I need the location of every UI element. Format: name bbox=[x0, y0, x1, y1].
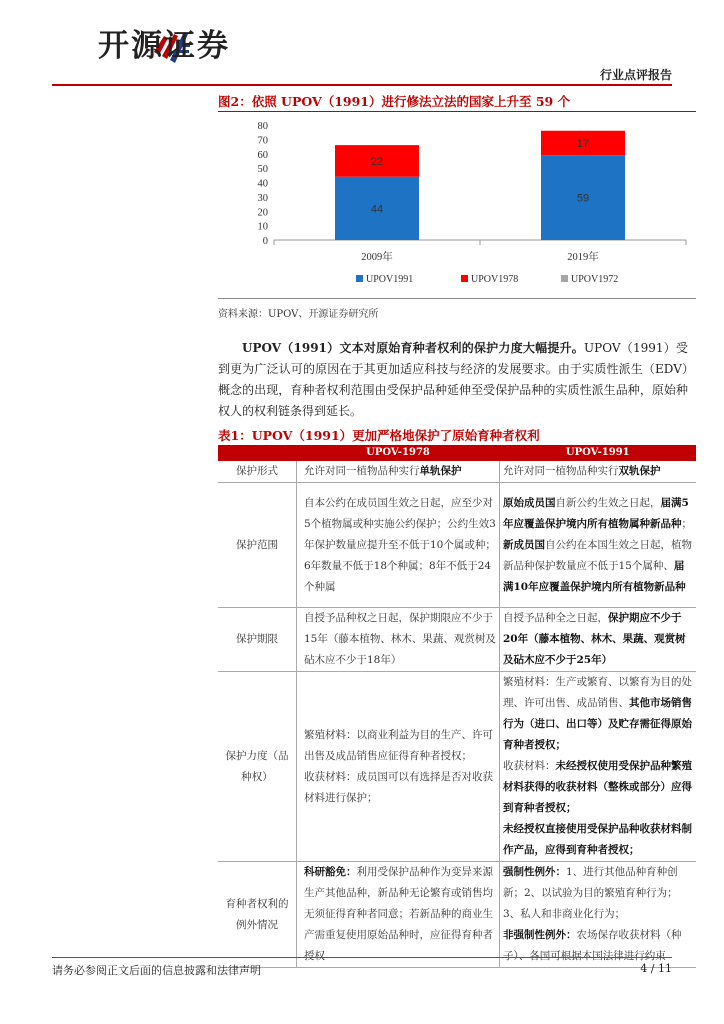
y-tick-label: 40 bbox=[257, 178, 268, 190]
data-label: 22 bbox=[370, 155, 384, 168]
report-type-label: 行业点评报告 bbox=[599, 68, 672, 82]
cell-text: 允许对同一植物品种实行 bbox=[304, 465, 420, 477]
table-header-upov1991: UPOV-1991 bbox=[500, 445, 697, 461]
cell-text: 繁殖材料：生产或繁育、以繁育为目的处理、许可出售、成品销售、 bbox=[503, 676, 692, 709]
legend-label: UPOV1972 bbox=[571, 274, 619, 285]
cell-upov1978 bbox=[297, 461, 500, 483]
cell-text: 允许对同一植物品种实行 bbox=[503, 465, 619, 477]
footer-disclaimer: 请务必参阅正文后面的信息披露和法律声明 bbox=[52, 964, 261, 977]
table-body bbox=[218, 461, 696, 968]
table-row bbox=[218, 608, 696, 672]
table-row bbox=[218, 862, 696, 968]
cell-bold-text: 届满5年应覆盖保护境内所有植物属种新品种 bbox=[503, 496, 689, 530]
table-row bbox=[218, 483, 696, 608]
table-title: 表1：UPOV（1991）更加严格地保护了原始育种者权利 bbox=[218, 428, 540, 443]
cell-bold-text: 原始成员国 bbox=[503, 496, 556, 509]
paragraph-bold-lead: UPOV（1991）文本对原始育种者权利的保护力度大幅提升。 bbox=[242, 341, 585, 355]
cell-text: 自新公约生效之日起， bbox=[555, 496, 661, 509]
data-label: 59 bbox=[576, 192, 590, 205]
cell-bold-text: 强制性例外： bbox=[503, 866, 566, 878]
table-header-empty bbox=[218, 445, 297, 461]
y-tick-label: 80 bbox=[257, 121, 268, 132]
legend-swatch bbox=[356, 275, 363, 282]
row-label: 保护力度（品种权） bbox=[218, 672, 297, 862]
cell-bold-text: 保护期应不少于20年（藤本植物、林木、果蔬、观赏树及砧木应不少于25年） bbox=[503, 612, 686, 666]
cell-text: ； bbox=[681, 517, 692, 530]
cell-upov1978 bbox=[297, 608, 500, 672]
legend-swatch bbox=[461, 275, 468, 282]
logo-text: 开源证券 bbox=[98, 28, 230, 64]
x-tick-label: 2009年 bbox=[361, 252, 393, 263]
y-tick-label: 60 bbox=[257, 149, 268, 161]
table-row bbox=[218, 672, 696, 862]
cell-text: 收获材料： bbox=[503, 760, 556, 772]
figure-bottom-divider bbox=[218, 298, 696, 299]
cell-bold-text: 未经授权直接使用受保护品种收获材料制作产品，应得到育种者授权； bbox=[503, 823, 692, 856]
cell-text: 收获材料：成员国可以有选择是否对收获材料进行保护； bbox=[304, 770, 493, 804]
cell-bold-text: 单轨保护 bbox=[419, 465, 462, 477]
page-number: 4 / 11 bbox=[640, 962, 672, 975]
table-row bbox=[218, 461, 696, 483]
cell-bold-text: 科研豁免： bbox=[304, 866, 357, 878]
cell-bold-text: 双轨保护 bbox=[618, 465, 661, 477]
y-tick-label: 70 bbox=[257, 135, 268, 147]
y-tick-label: 0 bbox=[262, 236, 268, 247]
cell-upov1991 bbox=[500, 483, 697, 608]
cell-bold-text: 非强制性例外： bbox=[503, 929, 577, 941]
footer-divider bbox=[52, 957, 672, 958]
data-label: 44 bbox=[370, 203, 384, 216]
body-paragraph bbox=[218, 338, 688, 422]
cell-text: 自本公约在成员国生效之日起，应至少对5个植物属或种实施公约保护；公约生效3年保护数量应提升至不低于10个属或种；6年数量不低于18个种属；8年不低于24个种属 bbox=[304, 496, 496, 593]
data-label: 17 bbox=[576, 137, 590, 150]
table-header-row bbox=[218, 445, 696, 461]
cell-upov1991 bbox=[500, 862, 697, 968]
row-label: 育种者权利的例外情况 bbox=[218, 862, 297, 968]
header-divider bbox=[52, 84, 672, 86]
cell-text: 繁殖材料：以商业利益为目的生产、许可出售及成品销售应征得育种者授权； bbox=[304, 728, 493, 762]
cell-upov1978 bbox=[297, 862, 500, 968]
cell-bold-text: 新成员国 bbox=[503, 538, 545, 551]
cell-upov1978 bbox=[297, 672, 500, 862]
y-tick-label: 10 bbox=[257, 221, 268, 233]
cell-text: 农场保存收获材料（种子）、各国可根据本国法律进行约束 bbox=[503, 929, 682, 962]
y-tick-label: 20 bbox=[257, 207, 268, 219]
comparison-table bbox=[218, 445, 696, 968]
cell-upov1991 bbox=[500, 672, 697, 862]
figure-source: 资料来源：UPOV、开源证券研究所 bbox=[218, 309, 379, 320]
cell-upov1978 bbox=[297, 483, 500, 608]
y-tick-label: 50 bbox=[257, 164, 268, 176]
legend-swatch bbox=[561, 275, 568, 282]
cell-bold-text: 届满10年应覆盖保护境内所有植物新品种 bbox=[503, 559, 686, 593]
cell-upov1991 bbox=[500, 608, 697, 672]
cell-upov1991 bbox=[500, 461, 697, 483]
cell-bold-text: 未经授权使用受保护品种繁殖材料获得的收获材料（整株或部分）应得到育种者授权； bbox=[503, 760, 692, 814]
figure-title: 图2：依照 UPOV（1991）进行修法立法的国家上升至 59 个 bbox=[218, 94, 571, 109]
x-tick-label: 2019年 bbox=[567, 252, 599, 263]
cell-text: 自授予品种权之日起，保护期限应不少于15年（藤本植物、林木、果蔬、观赏树及砧木应不少于18年） bbox=[304, 612, 496, 666]
table-header-upov1978: UPOV-1978 bbox=[297, 445, 500, 461]
cell-text: 自公约在本国生效之日起，植物新品种保护数量应不低于15个属种、 bbox=[503, 538, 692, 572]
cell-text: 1、进行其他品种育种创新；2、以试验为目的繁殖育种行为；3、私人和非商业化行为； bbox=[503, 866, 678, 920]
cell-bold-text: 其他市场销售行为（进口、出口等）及贮存需征得原始育种者授权； bbox=[503, 697, 692, 751]
cell-text: 利用受保护品种作为变异来源生产其他品种，新品种无论繁育或销售均无须征得育种者同意；若新品种的商业生产需重复使用原始品种时，应征得育种者授权 bbox=[304, 866, 493, 962]
paragraph-text: UPOV（1991）受到更为广泛认可的原因在于其更加适应科技与经济的发展要求。由于实质性派生（EDV）概念的出现，育种者权利范围由受保护品种延伸至受保护品种的实质性派生品种，原始种权人的权利链条得到延长。 bbox=[218, 341, 688, 418]
y-tick-label: 30 bbox=[257, 192, 268, 204]
stacked-bar-chart bbox=[218, 112, 696, 298]
legend-label: UPOV1991 bbox=[366, 274, 414, 285]
cell-text: 自授予品种全之日起， bbox=[503, 612, 608, 624]
row-label: 保护期限 bbox=[218, 608, 297, 672]
row-label: 保护形式 bbox=[218, 461, 297, 483]
legend-label: UPOV1978 bbox=[471, 274, 519, 285]
row-label: 保护范围 bbox=[218, 483, 297, 608]
